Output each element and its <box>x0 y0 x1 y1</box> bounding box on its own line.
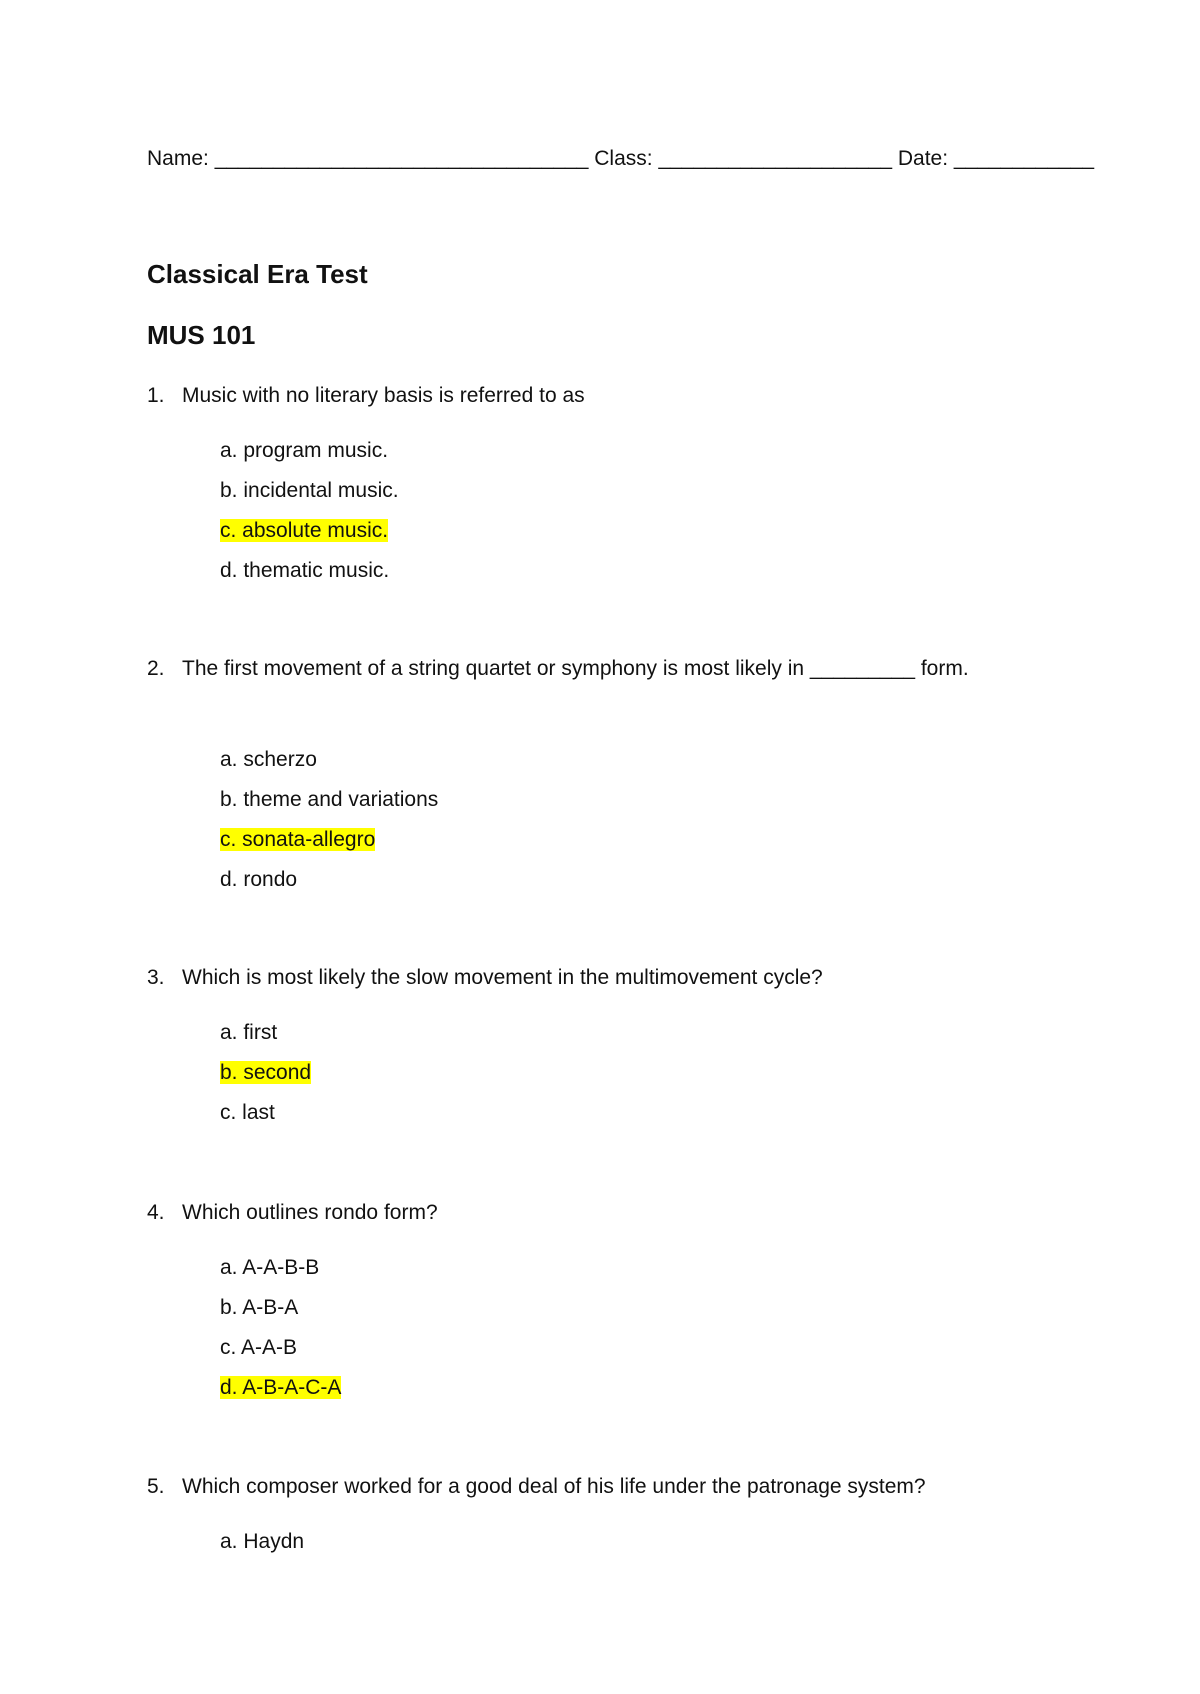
option-text: a. scherzo <box>220 748 317 771</box>
option-text: c. A-A-B <box>220 1336 298 1359</box>
class-blank: ____________________ <box>658 147 893 170</box>
correct-answer-highlight: c. absolute music. <box>220 519 389 542</box>
date-label: Date: <box>892 147 954 170</box>
question-1 <box>147 379 1047 413</box>
question-text: Which outlines rondo form? <box>182 1201 438 1224</box>
question-text: Which is most likely the slow movement in the multimovement cycle? <box>182 966 823 989</box>
student-info-line <box>147 145 1094 173</box>
option-1a <box>220 437 388 465</box>
option-text: b. incidental music. <box>220 479 399 502</box>
option-2a <box>220 746 317 774</box>
option-2d <box>220 866 297 894</box>
option-2c <box>220 826 375 854</box>
option-1b <box>220 477 399 505</box>
option-4d <box>220 1374 341 1402</box>
test-title: Classical Era Test <box>147 259 368 289</box>
course-code: MUS 101 <box>147 320 256 350</box>
class-label: Class: <box>588 147 659 170</box>
option-text: b. theme and variations <box>220 788 439 811</box>
option-text: a. Haydn <box>220 1530 305 1553</box>
option-3c <box>220 1099 275 1127</box>
question-number: 4. <box>147 1201 165 1224</box>
option-text: d. rondo <box>220 868 298 891</box>
option-4c <box>220 1334 297 1362</box>
question-2 <box>147 652 1027 686</box>
name-label: Name: <box>147 147 215 170</box>
option-text: d. thematic music. <box>220 559 390 582</box>
question-4 <box>147 1196 1047 1230</box>
date-blank: ____________ <box>953 147 1095 170</box>
option-text: a. program music. <box>220 439 389 462</box>
question-number: 3. <box>147 966 165 989</box>
question-text: The first movement of a string quartet or symphony is most likely in _________ form. <box>182 657 969 680</box>
option-2b <box>220 786 438 814</box>
correct-answer-highlight: d. A-B-A-C-A <box>220 1376 342 1399</box>
correct-answer-highlight: c. sonata-allegro <box>220 828 376 851</box>
option-3a <box>220 1019 277 1047</box>
correct-answer-highlight: b. second <box>220 1061 312 1084</box>
name-blank: ________________________________ <box>214 147 589 170</box>
question-3 <box>147 961 1047 995</box>
question-number: 2. <box>147 657 165 680</box>
option-1c <box>220 517 388 545</box>
option-3b <box>220 1059 311 1087</box>
option-5a <box>220 1528 304 1556</box>
option-1d <box>220 557 389 585</box>
option-text: a. A-A-B-B <box>220 1256 320 1279</box>
option-4a <box>220 1254 319 1282</box>
option-text: a. first <box>220 1021 278 1044</box>
question-text: Music with no literary basis is referred to as <box>182 384 585 407</box>
question-number: 1. <box>147 384 165 407</box>
question-number: 5. <box>147 1475 165 1498</box>
option-text: c. last <box>220 1101 275 1124</box>
question-5 <box>147 1470 1107 1504</box>
option-text: b. A-B-A <box>220 1296 299 1319</box>
option-4b <box>220 1294 298 1322</box>
question-text: Which composer worked for a good deal of his life under the patronage system? <box>182 1475 926 1498</box>
